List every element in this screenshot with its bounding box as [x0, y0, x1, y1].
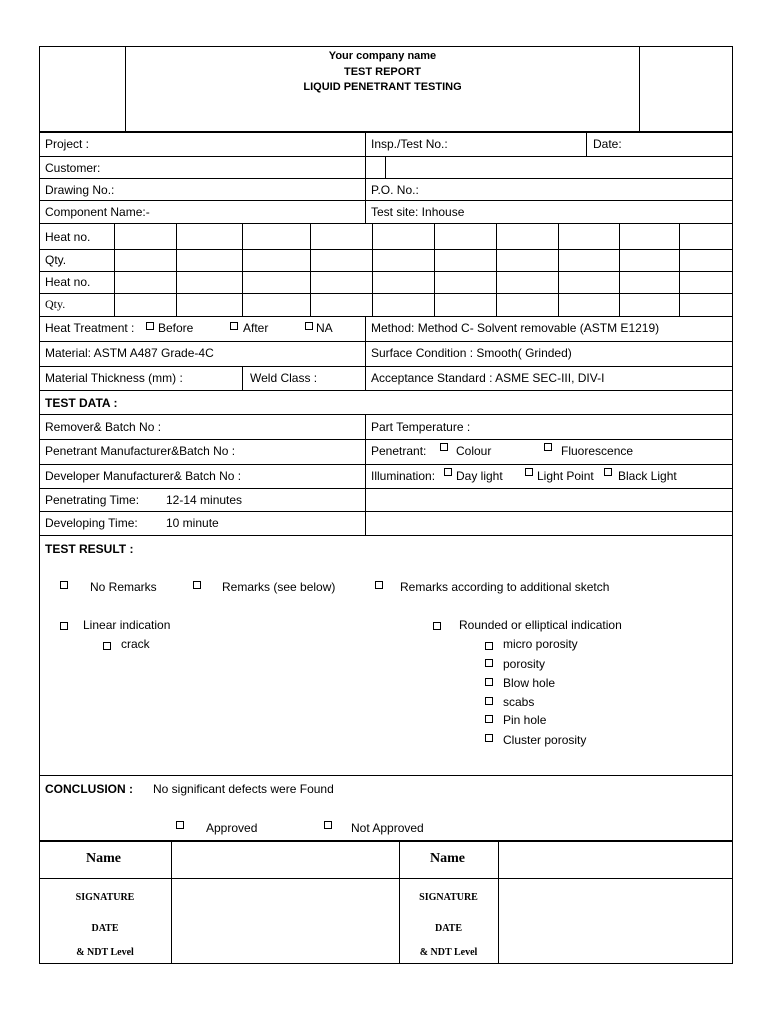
scabs-label: scabs	[503, 695, 535, 709]
black-light-label: Black Light	[618, 469, 677, 483]
material-label: Material: ASTM A487 Grade-4C	[45, 346, 214, 360]
developing-time-value: 10 minute	[166, 516, 219, 530]
no-remarks-label: No Remarks	[90, 580, 157, 594]
before-label: Before	[158, 321, 194, 335]
part-temperature-label: Part Temperature :	[371, 420, 471, 434]
day-light-checkbox[interactable]	[444, 468, 452, 476]
form-box	[39, 132, 733, 841]
report-method: LIQUID PENETRANT TESTING	[303, 81, 462, 93]
penetrant-label: Penetrant:	[371, 444, 427, 458]
not-approved-label: Not Approved	[351, 821, 424, 835]
drawing-no-label: Drawing No.:	[45, 183, 115, 197]
qty-label-1: Qty.	[45, 253, 67, 267]
colour-checkbox[interactable]	[440, 443, 448, 451]
test-data-title: TEST DATA :	[45, 396, 118, 410]
linear-indication-label: Linear indication	[83, 618, 171, 632]
not-approved-checkbox[interactable]	[324, 821, 332, 829]
pin-hole-checkbox[interactable]	[485, 715, 493, 723]
method-label: Method: Method C- Solvent removable (ASTM E1219)	[371, 321, 660, 335]
blow-hole-checkbox[interactable]	[485, 678, 493, 686]
remarks-sketch-label: Remarks according to additional sketch	[400, 580, 610, 594]
customer-label: Customer:	[45, 161, 101, 175]
blow-hole-label: Blow hole	[503, 676, 556, 690]
acceptance-standard-label: Acceptance Standard : ASME SEC-III, DIV-I	[371, 371, 605, 385]
micro-porosity-label: micro porosity	[503, 637, 578, 651]
report-title: TEST REPORT	[343, 66, 421, 78]
rounded-indication-checkbox[interactable]	[433, 622, 441, 630]
heat-no-label-2: Heat no.	[45, 275, 91, 289]
black-light-checkbox[interactable]	[604, 468, 612, 476]
header-divider-right	[639, 46, 640, 132]
test-site-label: Test site: Inhouse	[371, 205, 465, 219]
before-checkbox[interactable]	[146, 322, 154, 330]
scabs-checkbox[interactable]	[485, 697, 493, 705]
heat-no-label-1: Heat no.	[45, 230, 91, 244]
penetrating-time-label: Penetrating Time:	[45, 493, 140, 507]
qty-label-2: Qty.	[45, 297, 66, 311]
po-no-label: P.O. No.:	[371, 183, 419, 197]
date-left-label: DATE	[91, 923, 119, 934]
day-light-label: Day light	[456, 469, 503, 483]
developing-time-label: Developing Time:	[45, 516, 138, 530]
light-point-checkbox[interactable]	[525, 468, 533, 476]
component-name-label: Component Name:-	[45, 205, 150, 219]
na-label: NA	[316, 321, 333, 335]
penetrant-manufacturer-label: Penetrant Manufacturer&Batch No :	[45, 444, 236, 458]
project-label: Project :	[45, 137, 90, 151]
after-checkbox[interactable]	[230, 322, 238, 330]
date-label: Date:	[593, 137, 622, 151]
signature-right-label: SIGNATURE	[419, 892, 478, 903]
approved-checkbox[interactable]	[176, 821, 184, 829]
conclusion-text: No significant defects were Found	[153, 782, 334, 796]
porosity-checkbox[interactable]	[485, 659, 493, 667]
test-result-title: TEST RESULT :	[45, 542, 134, 556]
remarks-label: Remarks (see below)	[222, 580, 336, 594]
linear-indication-checkbox[interactable]	[60, 622, 68, 630]
cluster-porosity-checkbox[interactable]	[485, 734, 493, 742]
ndt-level-right-label: & NDT Level	[419, 947, 478, 958]
ndt-level-left-label: & NDT Level	[76, 947, 134, 958]
material-thickness-label: Material Thickness (mm) :	[45, 371, 183, 385]
developer-manufacturer-label: Developer Manufacturer& Batch No :	[45, 469, 242, 483]
cluster-porosity-label: Cluster porosity	[503, 733, 587, 747]
colour-label: Colour	[456, 444, 492, 458]
illumination-label: Illumination:	[371, 469, 436, 483]
weld-class-label: Weld Class :	[250, 371, 318, 385]
fluorescence-checkbox[interactable]	[544, 443, 552, 451]
penetrating-time-value: 12-14 minutes	[166, 493, 243, 507]
remover-label: Remover& Batch No :	[45, 420, 162, 434]
conclusion-label: CONCLUSION :	[45, 782, 133, 796]
rounded-indication-label: Rounded or elliptical indication	[459, 618, 622, 632]
fluorescence-label: Fluorescence	[561, 444, 634, 458]
light-point-label: Light Point	[537, 469, 594, 483]
heat-treatment-label: Heat Treatment :	[45, 321, 135, 335]
company-name: Your company name	[328, 50, 437, 62]
insp-no-label: Insp./Test No.:	[371, 137, 448, 151]
signature-left-label: SIGNATURE	[75, 892, 135, 903]
after-label: After	[243, 321, 269, 335]
na-checkbox[interactable]	[305, 322, 313, 330]
remarks-checkbox[interactable]	[193, 581, 201, 589]
micro-porosity-checkbox[interactable]	[485, 642, 493, 650]
name-left-label: Name	[86, 851, 121, 866]
porosity-label: porosity	[503, 657, 546, 671]
remarks-sketch-checkbox[interactable]	[375, 581, 383, 589]
crack-label: crack	[121, 637, 150, 651]
surface-condition-label: Surface Condition : Smooth( Grinded)	[371, 346, 572, 360]
name-right-label: Name	[430, 851, 465, 866]
no-remarks-checkbox[interactable]	[60, 581, 68, 589]
approved-label: Approved	[206, 821, 258, 835]
pin-hole-label: Pin hole	[503, 713, 547, 727]
crack-checkbox[interactable]	[103, 642, 111, 650]
date-right-label: DATE	[434, 923, 463, 934]
